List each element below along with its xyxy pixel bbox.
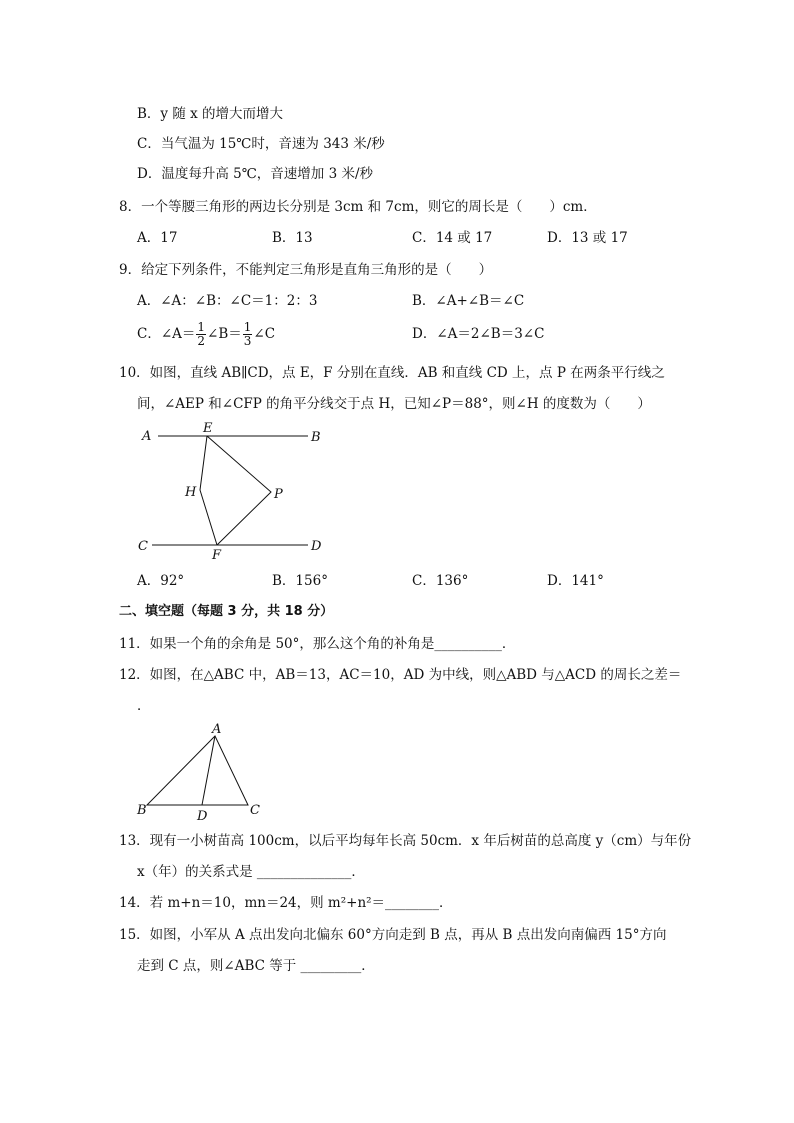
label-a: A — [142, 429, 152, 444]
triangle-abc — [147, 736, 248, 805]
path-e-h-f — [200, 436, 217, 545]
q13-line2: x（年）的关系式是 ______________． — [137, 864, 365, 880]
section-heading-fill-in: 二、填空题（每题 3 分，共 18 分） — [119, 604, 334, 619]
label-c: C — [138, 539, 148, 554]
q8-option-c: C．14 或 17 — [412, 230, 493, 246]
q10-stem-line1: 10．如图，直线 AB∥CD，点 E，F 分别在直线．AB 和直线 CD 上，点 P 在两条平行线之 — [119, 365, 665, 381]
q7-option-d: D．温度每升高 5℃，音速增加 3 米/秒 — [137, 166, 374, 182]
q8-option-a: A．17 — [137, 230, 178, 246]
label-d: D — [311, 539, 322, 554]
q9-stem: 9．给定下列条件，不能判定三角形是直角三角形的是（ ） — [119, 262, 493, 278]
q8-option-b: B．13 — [272, 230, 313, 246]
fraction-numerator: 1 — [243, 320, 252, 334]
q9-option-c — [137, 319, 275, 349]
q14-text: 14．若 m+n＝10，mn＝24，则 m²+n²＝________． — [119, 895, 453, 911]
label-e: E — [203, 421, 213, 436]
q10-stem-line2: 间，∠AEP 和∠CFP 的角平分线交于点 H，已知∠P＝88°，则∠H 的度数为（ ） — [137, 396, 651, 412]
fraction-one-half — [196, 321, 206, 348]
label-d: D — [197, 809, 208, 824]
q10-option-b: B．156° — [272, 573, 328, 589]
q9-option-d: D．∠A＝2∠B＝3∠C — [412, 326, 545, 342]
q11-text: 11．如果一个角的余角是 50°，那么这个角的补角是__________． — [119, 636, 516, 652]
q9-option-c-mid: ∠B＝ — [207, 326, 242, 342]
q15-line2: 走到 C 点，则∠ABC 等于 _________． — [137, 958, 375, 974]
q12-triangle-figure — [130, 718, 270, 824]
label-b: B — [311, 430, 321, 445]
q12-line1: 12．如图，在△ABC 中，AB＝13，AC＝10，AD 为中线，则△ABD 与△ACD 的周长之差＝ — [119, 667, 682, 683]
q7-option-c: C．当气温为 15℃时，音速为 343 米/秒 — [137, 136, 385, 152]
label-c: C — [250, 803, 260, 818]
q9-option-c-suffix: ∠C — [253, 326, 276, 342]
q13-line1: 13．现有一小树苗高 100cm，以后平均每年长高 50cm．x 年后树苗的总高度 y（cm）与年份 — [119, 833, 692, 849]
q8-stem: 8．一个等腰三角形的两边长分别是 3cm 和 7cm，则它的周长是（ ）cm． — [119, 199, 597, 215]
q9-option-b: B．∠A+∠B＝∠C — [412, 293, 525, 309]
q9-option-c-prefix: C．∠A＝ — [137, 326, 196, 342]
q9-option-a: A．∠A：∠B：∠C＝1：2：3 — [137, 293, 318, 309]
q10-parallel-lines-figure — [130, 420, 340, 570]
median-ad — [202, 736, 215, 805]
label-p: P — [274, 487, 283, 502]
label-a: A — [212, 722, 222, 737]
path-e-p-f — [207, 436, 271, 545]
q15-line1: 15．如图，小军从 A 点出发向北偏东 60°方向走到 B 点，再从 B 点出发向南偏西 15°方向 — [119, 927, 667, 943]
fraction-numerator: 1 — [197, 320, 206, 334]
q12-line2: ． — [137, 698, 151, 714]
q7-option-b: B．y 随 x 的增大而增大 — [137, 106, 284, 122]
label-h: H — [185, 485, 197, 500]
label-f: F — [212, 548, 222, 563]
q10-option-a: A．92° — [137, 573, 185, 589]
fraction-denominator: 2 — [197, 334, 206, 348]
q10-option-c: C．136° — [412, 573, 469, 589]
label-b: B — [137, 803, 147, 818]
fraction-denominator: 3 — [243, 334, 252, 348]
fraction-one-third — [243, 321, 253, 348]
q10-option-d: D．141° — [547, 573, 604, 589]
q8-option-d: D．13 或 17 — [547, 230, 628, 246]
